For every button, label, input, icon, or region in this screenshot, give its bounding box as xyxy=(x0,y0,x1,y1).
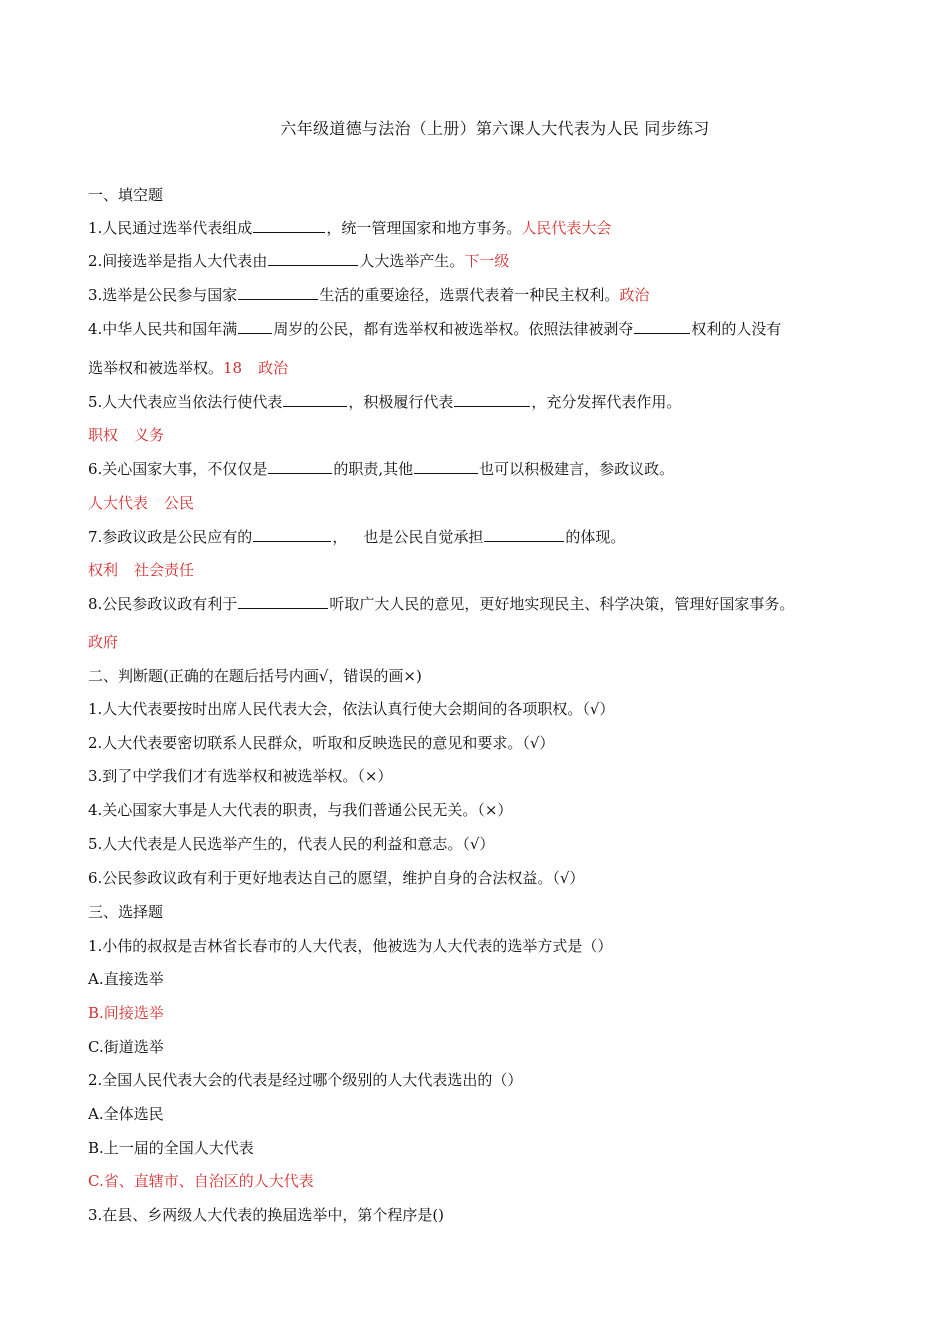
answer-text: 18 xyxy=(223,359,243,377)
choice-question-2-stem: 2.全国人民代表大会的代表是经过哪个级别的人大代表选出的（） xyxy=(88,1071,523,1089)
fill-question-7: 7.参政议政是公民应有的 ， 也是公民自觉承担 的体现。 xyxy=(88,528,626,546)
answer-blank xyxy=(238,594,328,609)
page-title: 六年级道德与法治（上册）第六课人大代表为人民 同步练习 xyxy=(280,119,710,138)
fill-question-4-continued: 选举权和被选举权。18 政治 xyxy=(88,359,289,377)
fill-question-4: 4.中华人民共和国年满 周岁的公民，都有选举权和被选举权。依照法律被剥夺 权利的人没有 xyxy=(88,320,782,338)
answer-blank xyxy=(283,392,347,407)
answer-blank xyxy=(253,527,331,542)
fill-question-3: 3.选举是公民参与国家 生活的重要途径，选票代表着一种民主权利。政治 xyxy=(88,286,650,304)
answer-blank xyxy=(268,251,358,266)
judgement-item: 2.人大代表要密切联系人民群众，听取和反映选民的意见和要求。（√） xyxy=(88,734,555,752)
fill-question-6-answers: 人大代表 公民 xyxy=(88,494,195,512)
section-heading-fill-in: 一、填空题 xyxy=(88,186,164,204)
answer-text: 政治 xyxy=(619,286,650,304)
fill-question-7-answers: 权利 社会责任 xyxy=(88,561,195,579)
answer-blank xyxy=(484,527,564,542)
judgement-item: 1.人大代表要按时出席人民代表大会，依法认真行使大会期间的各项职权。（√） xyxy=(88,700,615,718)
choice-option: B.上一届的全国人大代表 xyxy=(88,1139,254,1157)
answer-text: 下一级 xyxy=(464,252,510,270)
answer-blank xyxy=(253,218,325,233)
fill-question-5-answers: 职权 义务 xyxy=(88,426,165,444)
fill-question-1: 1.人民通过选举代表组成 ，统一管理国家和地方事务。人民代表大会 xyxy=(88,219,612,237)
judgement-item: 6.公民参政议政有利于更好地表达自己的愿望，维护自身的合法权益。（√） xyxy=(88,869,585,887)
choice-question-1-stem: 1.小伟的叔叔是吉林省长春市的人大代表，他被选为人大代表的选举方式是（） xyxy=(88,937,613,955)
choice-option-correct: B.间接选举 xyxy=(88,1004,164,1022)
answer-blank xyxy=(268,459,332,474)
fill-question-6: 6.关心国家大事，不仅仅是 的职责,其他 也可以积极建言，参政议政。 xyxy=(88,460,675,478)
choice-option: C.街道选举 xyxy=(88,1038,164,1056)
answer-blank xyxy=(414,459,478,474)
choice-question-3-stem: 3.在县、乡两级人大代表的换届选举中，第个程序是() xyxy=(88,1206,445,1224)
answer-text: 人民代表大会 xyxy=(521,219,612,237)
judgement-item: 3.到了中学我们才有选举权和被选举权。（×） xyxy=(88,767,393,785)
choice-option: A.全体选民 xyxy=(88,1105,164,1123)
choice-option-correct: C.省、直辖市、自治区的人大代表 xyxy=(88,1172,314,1190)
answer-blank xyxy=(634,319,690,334)
judgement-item: 5.人大代表是人民选举产生的，代表人民的利益和意志。（√） xyxy=(88,835,495,853)
fill-question-8-answer: 政府 xyxy=(88,633,119,651)
fill-question-2: 2.间接选举是指人大代表由 人大选举产生。下一级 xyxy=(88,252,510,270)
answer-blank xyxy=(238,285,318,300)
answer-text: 政治 xyxy=(258,359,289,377)
fill-question-8: 8.公民参政议政有利于 听取广大人民的意见，更好地实现民主、科学决策，管理好国家事务。 xyxy=(88,595,795,613)
answer-blank xyxy=(238,319,272,334)
fill-question-5: 5.人大代表应当依法行使代表 ，积极履行代表 ，充分发挥代表作用。 xyxy=(88,393,682,411)
section-heading-multiple-choice: 三、选择题 xyxy=(88,903,164,921)
choice-option: A.直接选举 xyxy=(88,970,164,988)
section-heading-true-false: 二、判断题(正确的在题后括号内画√，错误的画×) xyxy=(88,667,422,685)
judgement-item: 4.关心国家大事是人大代表的职责，与我们普通公民无关。（×） xyxy=(88,801,513,819)
answer-blank xyxy=(454,392,530,407)
